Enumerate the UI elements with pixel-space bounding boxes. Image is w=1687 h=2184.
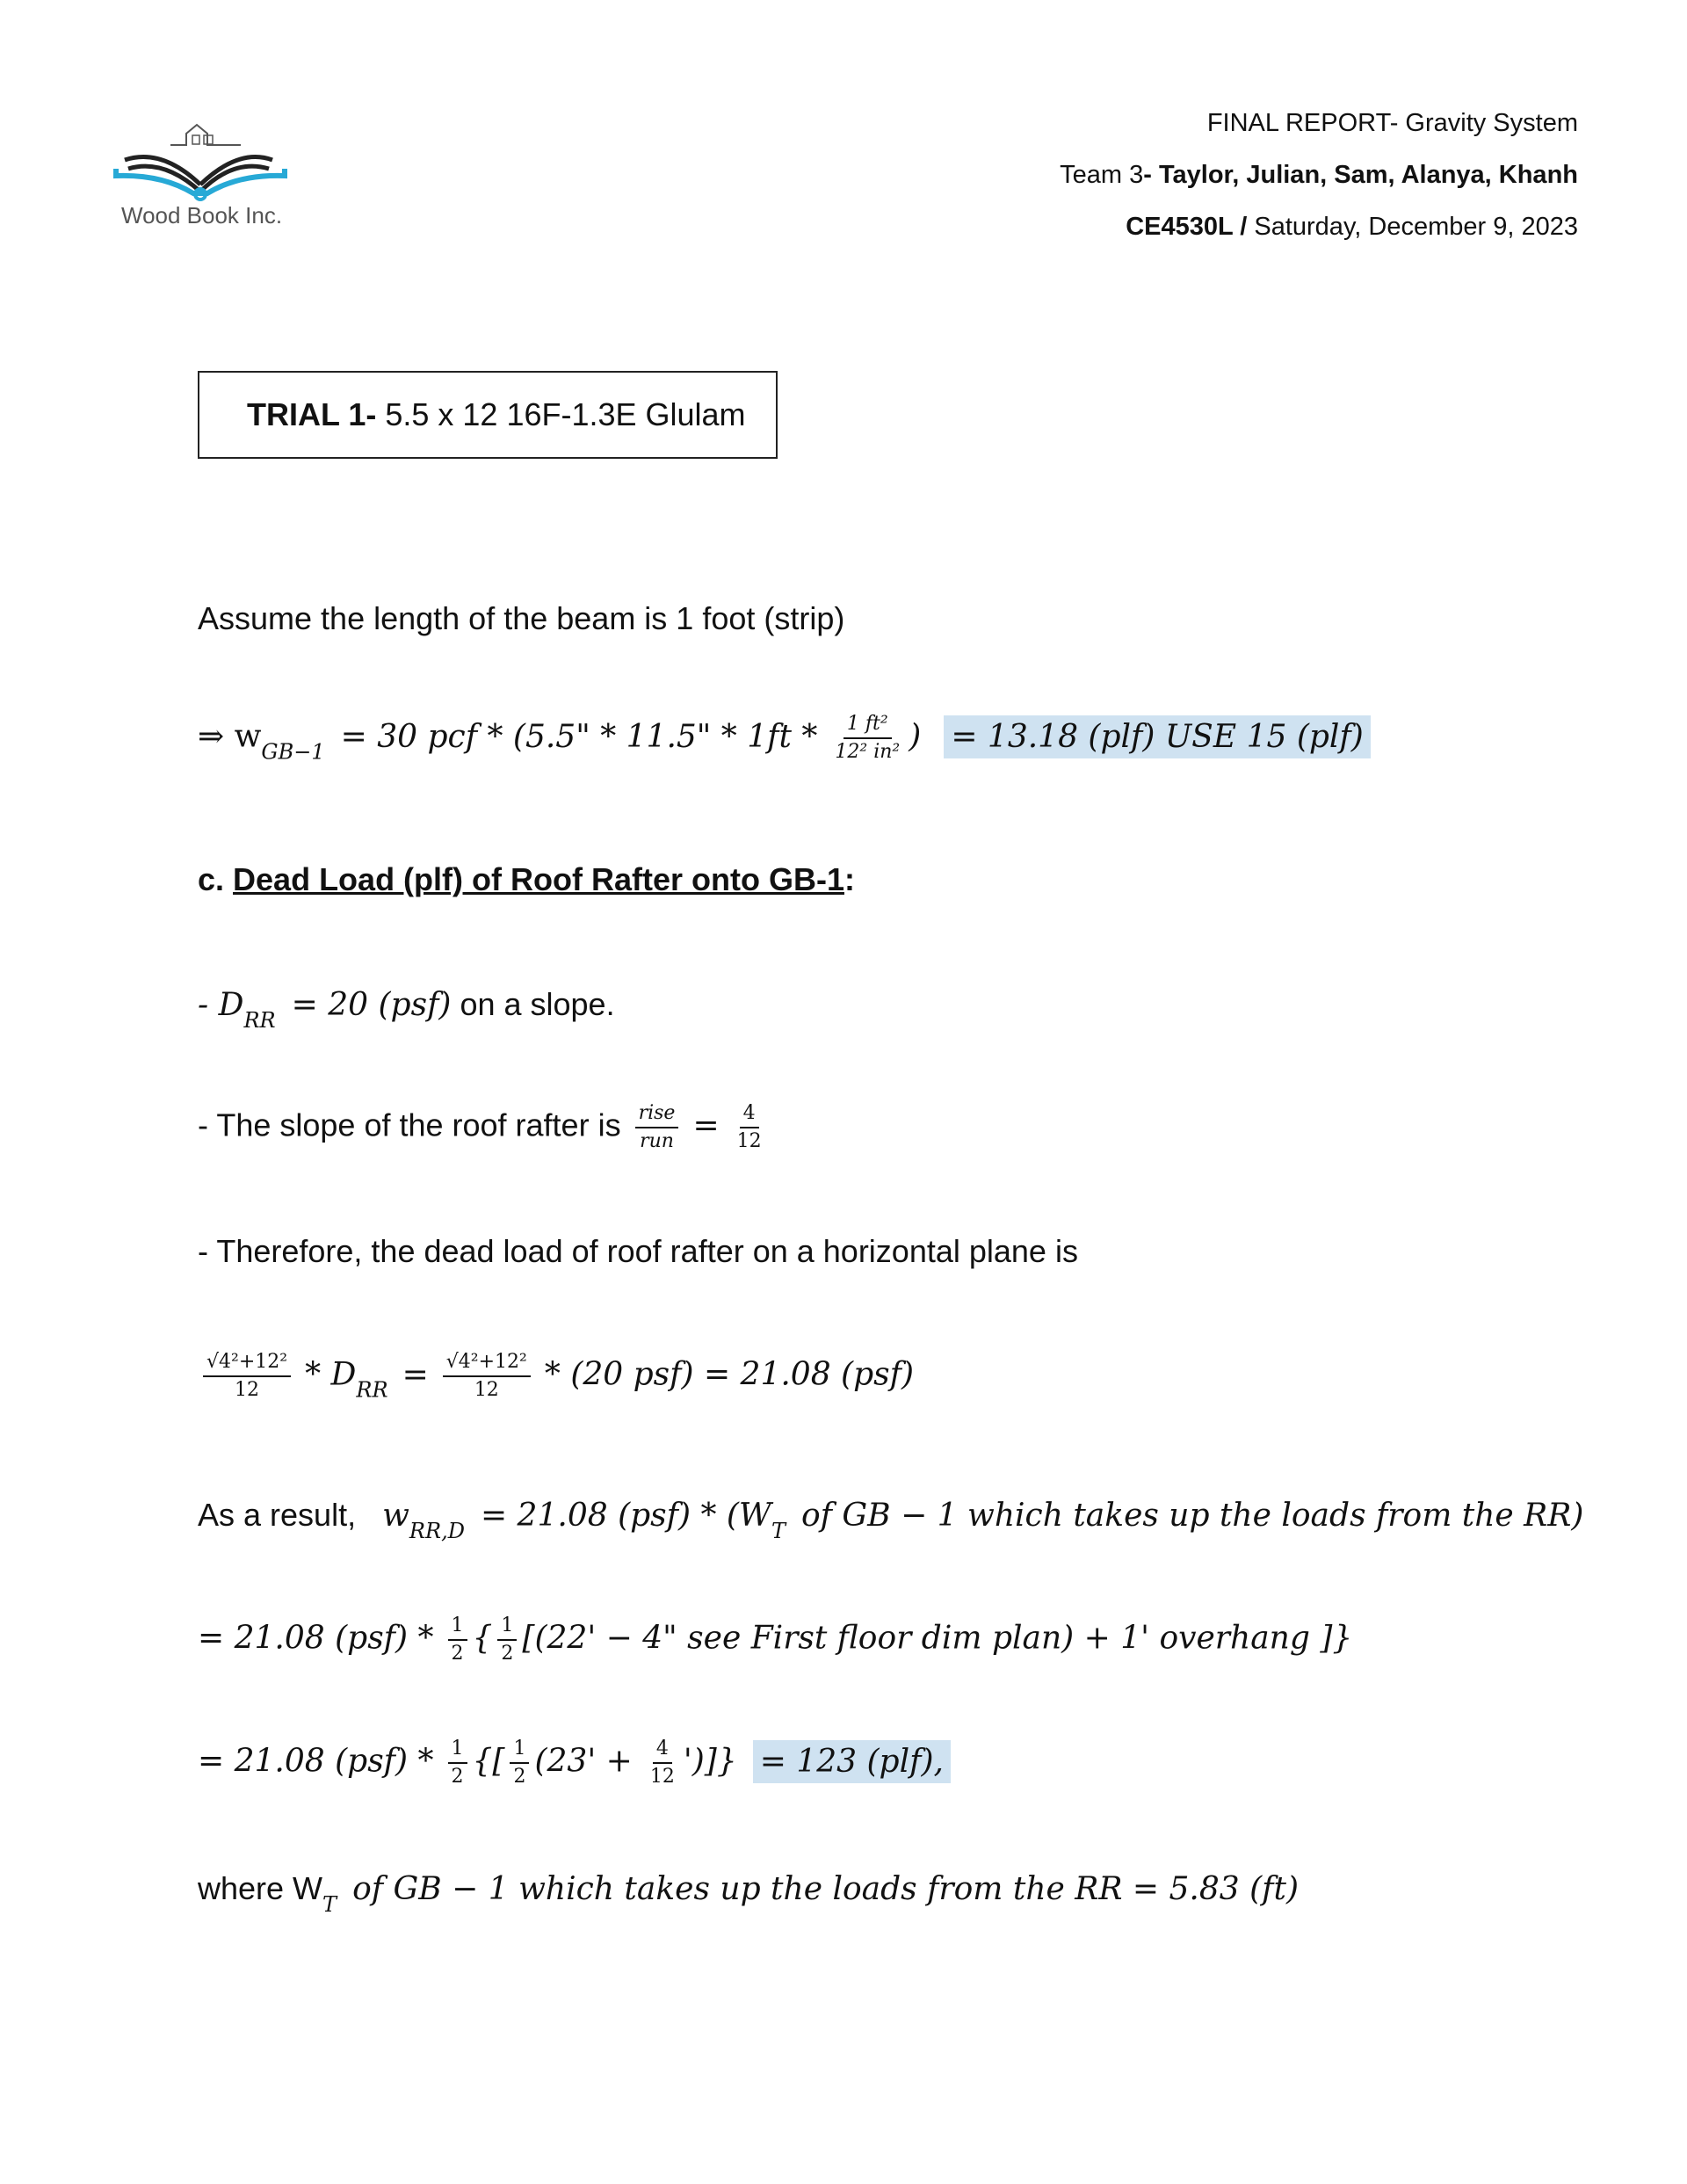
therefore-text: - Therefore, the dead load of roof rafter on a horizontal plane is (198, 1233, 1078, 1269)
drr-line: - $D_{RR} = 20$ (psf) on a slope. (198, 986, 615, 1033)
load-calc-line-1: = 21.08 (psf) * $\frac{1}{2}$ { $\frac{1}{2}$ [(22' − 4" see First floor dim plan) + 1' overhang ]} (198, 1614, 1353, 1665)
slope-value-fraction: $\frac{4}{12}$ (736, 1102, 762, 1153)
horizontal-dead-load-equation: $\frac{\text{√4²+12²}}{12}$ * $D_{RR}$ = $\frac{\text{√4²+12²}}{12}$ * (20 psf) = 21.08 (psf) (198, 1352, 914, 1403)
book-house-logo-icon (109, 105, 293, 202)
beam-weight-equation: ⇒ $w_{GB-1} = 30$ pcf * (5.5" * 11.5" * 1ft * $\frac{\text{1 ft²}}{\text{12² in²}}$ ) = 13.18 (plf) USE 15 (plf) (198, 714, 1371, 765)
where-line: where $W_T$ of GB − 1 which takes up the loads from the RR = 5.83 (ft) (198, 1870, 1300, 1917)
assume-text: Assume the length of the beam is 1 foot (strip) (198, 600, 845, 636)
course-date-line: CE4530L / Saturday, December 9, 2023 (1126, 213, 1578, 241)
result-line: As a result, $w_{RR,D} = 21.08$ $(psf) * (W_T$ of GB − 1 which takes up the loads from the RR) (198, 1497, 1584, 1543)
logo (109, 105, 302, 237)
team-line: Team 3- Taylor, Julian, Sam, Alanya, Khanh (1060, 161, 1578, 189)
trial-box: TRIAL 1- 5.5 x 12 16F-1.3E Glulam (198, 371, 778, 459)
beam-weight-result: = 13.18 (plf) USE 15 (plf) (944, 715, 1370, 758)
unit-conversion-fraction: $\frac{\text{1 ft²}}{\text{12² in²}}$ (835, 713, 901, 764)
load-calc-line-2: = 21.08 (psf) * $\frac{1}{2}$ {[ $\frac{1}{2}$ (23' + $\frac{4}{12}$ ')]} = 123 (plf), (198, 1738, 951, 1788)
roof-rafter-load-result: = 123 (plf), (753, 1740, 951, 1783)
logo-text: Wood Book Inc. (121, 202, 283, 229)
section-c-heading: c. Dead Load (plf) of Roof Rafter onto GB-1: (198, 861, 855, 897)
slope-line: - The slope of the roof rafter is $\frac{\text{rise}}{\text{run}}$ = $\frac{4}{12}$ (198, 1103, 771, 1152)
rise-run-fraction: $\frac{\text{rise}}{\text{run}}$ (635, 1103, 679, 1152)
report-title: FINAL REPORT- Gravity System (1206, 109, 1578, 137)
